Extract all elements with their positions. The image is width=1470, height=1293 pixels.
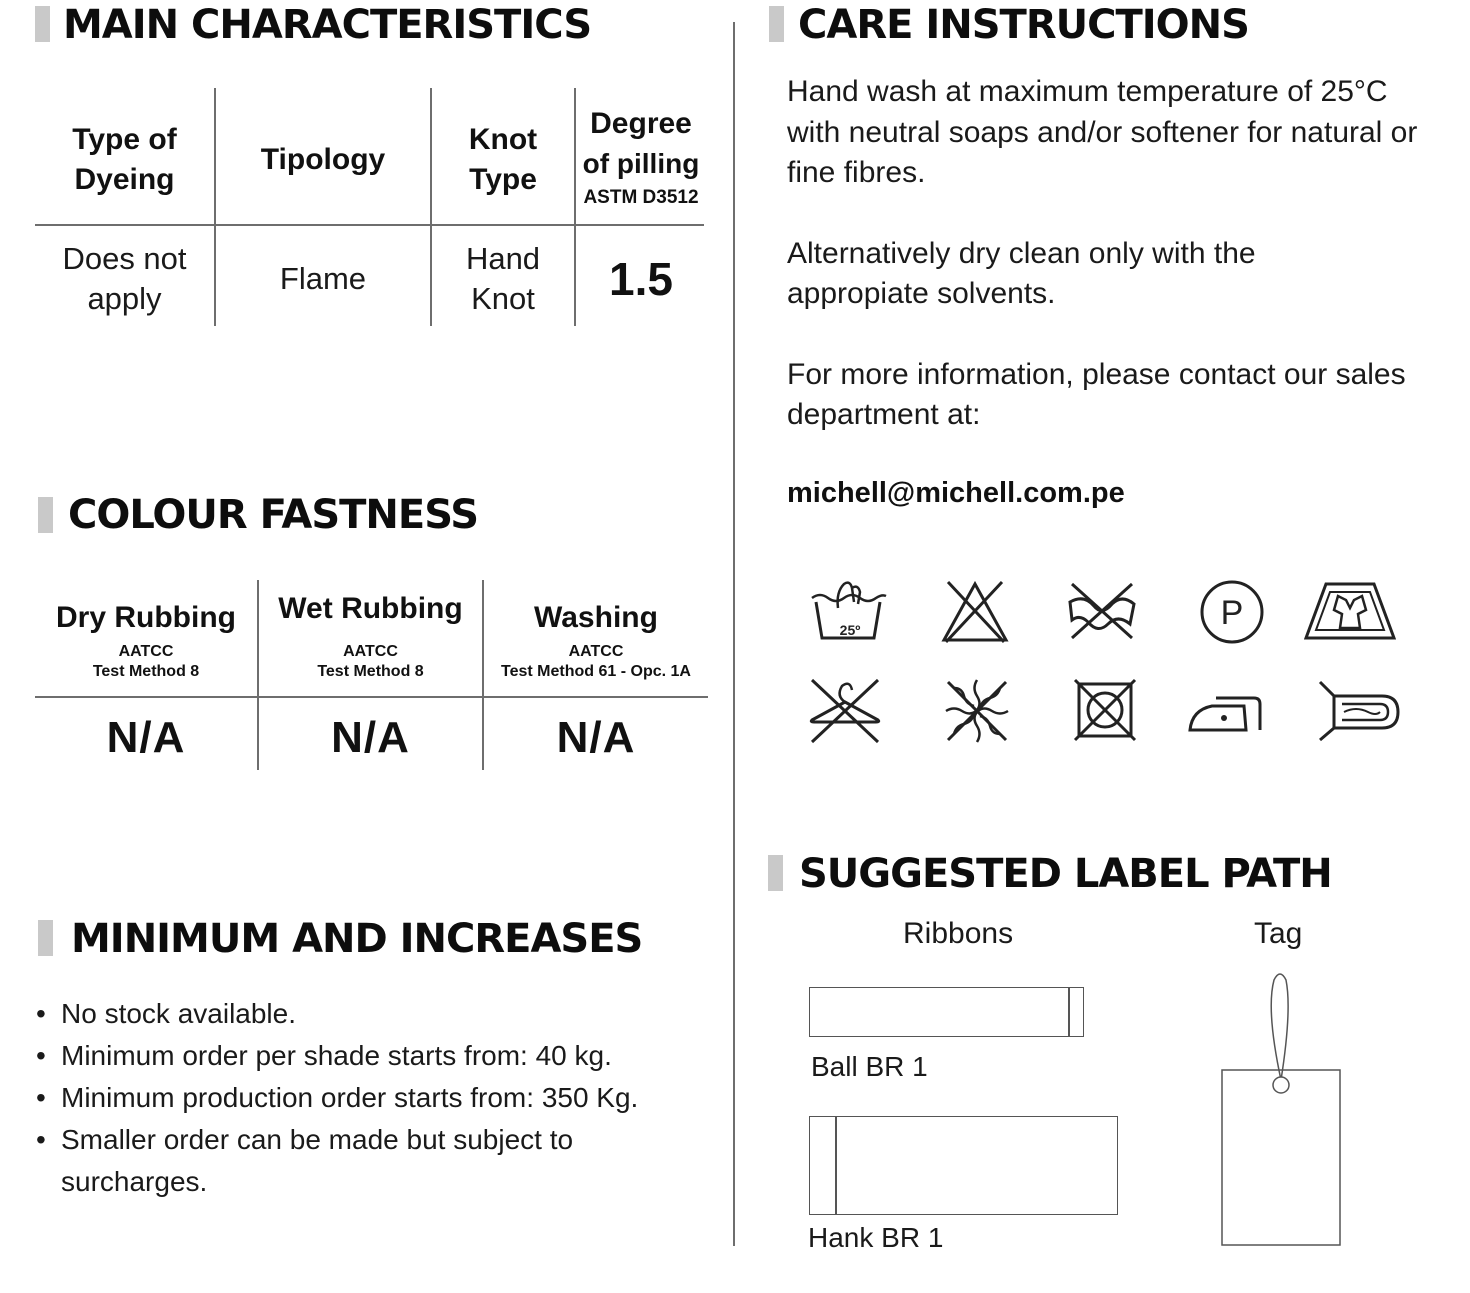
care-text — [787, 72, 1427, 436]
no-wring-icon — [1066, 580, 1138, 642]
column-divider — [733, 22, 735, 1246]
no-hang-dry-icon — [806, 676, 884, 746]
ribbons-label: Ribbons — [903, 917, 1014, 950]
fastness-method: Test Method 8 — [92, 663, 200, 680]
tag-label: Tag — [1254, 917, 1303, 950]
hank-ribbon-shape — [809, 1116, 1118, 1215]
ball-label: Ball BR 1 — [811, 1051, 928, 1082]
minimum-list — [36, 993, 696, 1203]
value-pilling: 1.5 — [609, 253, 673, 305]
cone-label-icon — [1316, 678, 1402, 744]
section-marker — [38, 920, 53, 956]
list-item: • Minimum order per shade starts from: 40 kg. — [36, 1035, 696, 1077]
ball-ribbon-shape — [809, 987, 1084, 1037]
list-item: • No stock available. — [36, 993, 696, 1035]
care-instructions-title: CARE INSTRUCTIONS — [798, 2, 1249, 48]
fastness-name: Washing — [534, 601, 658, 634]
value-knot-type: Hand Knot — [465, 241, 541, 316]
hank-label: Hank BR 1 — [808, 1222, 944, 1253]
header-pilling-standard: ASTM D3512 — [583, 187, 699, 208]
header-pilling — [576, 92, 706, 222]
ribbon-fold — [1068, 988, 1070, 1036]
fastness-header-dry — [35, 598, 257, 682]
list-item: • Minimum production order starts from: 350 Kg. — [36, 1077, 696, 1119]
table-header-divider — [35, 696, 708, 698]
low-iron-icon — [1186, 686, 1264, 736]
value-tipology: Flame — [279, 261, 367, 296]
minimum-title: MINIMUM AND INCREASES — [71, 916, 643, 962]
fastness-header-washing — [484, 598, 708, 682]
section-marker — [35, 6, 50, 42]
fastness-standard: AATCC — [118, 643, 174, 660]
section-marker — [768, 855, 783, 891]
header-pilling-line1: Degree — [590, 107, 692, 140]
fastness-name: Wet Rubbing — [278, 592, 463, 625]
hand-wash-25-icon — [808, 578, 888, 644]
wash-temperature: 25º — [839, 622, 861, 638]
ribbon-fold — [835, 1117, 837, 1214]
fastness-method: Test Method 61 - Opc. 1A — [501, 663, 691, 680]
list-item: • Smaller order can be made but subject to surcharges. — [36, 1119, 641, 1203]
no-bleach-icon — [940, 578, 1010, 644]
main-characteristics-title: MAIN CHARACTERISTICS — [63, 2, 592, 48]
fastness-value-wet: N/A — [331, 713, 410, 762]
fastness-value-dry: N/A — [106, 713, 186, 762]
header-tipology: Tipology — [260, 143, 386, 176]
fastness-name: Dry Rubbing — [56, 601, 236, 634]
care-paragraph-contact: For more information, please contact our sales department at: — [787, 357, 1406, 431]
dry-clean-letter: P — [1220, 594, 1244, 632]
header-pilling-line2: of pilling — [582, 148, 700, 179]
no-sun-dry-icon — [942, 676, 1012, 746]
special-wash-icon — [1304, 580, 1396, 642]
care-paragraph-dryclean: Alternatively dry clean only with the appropiate solvents. — [787, 236, 1256, 310]
fastness-standard: AATCC — [568, 643, 624, 660]
label-path-title: SUGGESTED LABEL PATH — [799, 851, 1332, 897]
colour-fastness-title: COLOUR FASTNESS — [68, 492, 479, 538]
fastness-method: Test Method 8 — [317, 663, 424, 680]
care-paragraph-wash: Hand wash at maximum temperature of 25°C with neutral soaps and/or softener for natural or fine fibres. — [787, 75, 1418, 189]
section-marker — [38, 497, 53, 533]
section-marker — [769, 6, 784, 42]
header-dyeing: Type of Dyeing — [72, 123, 177, 196]
fastness-standard: AATCC — [343, 643, 398, 660]
dry-clean-p-icon — [1198, 578, 1266, 646]
header-knot-type: Knot Type — [468, 123, 538, 196]
no-tumble-dry-icon — [1073, 678, 1137, 742]
value-dyeing: Does not apply — [62, 241, 187, 316]
fastness-header-wet — [259, 589, 482, 682]
contact-email: michell@michell.com.pe — [787, 477, 1125, 509]
fastness-value-washing: N/A — [556, 713, 636, 762]
hang-tag-shape — [1220, 970, 1344, 1250]
